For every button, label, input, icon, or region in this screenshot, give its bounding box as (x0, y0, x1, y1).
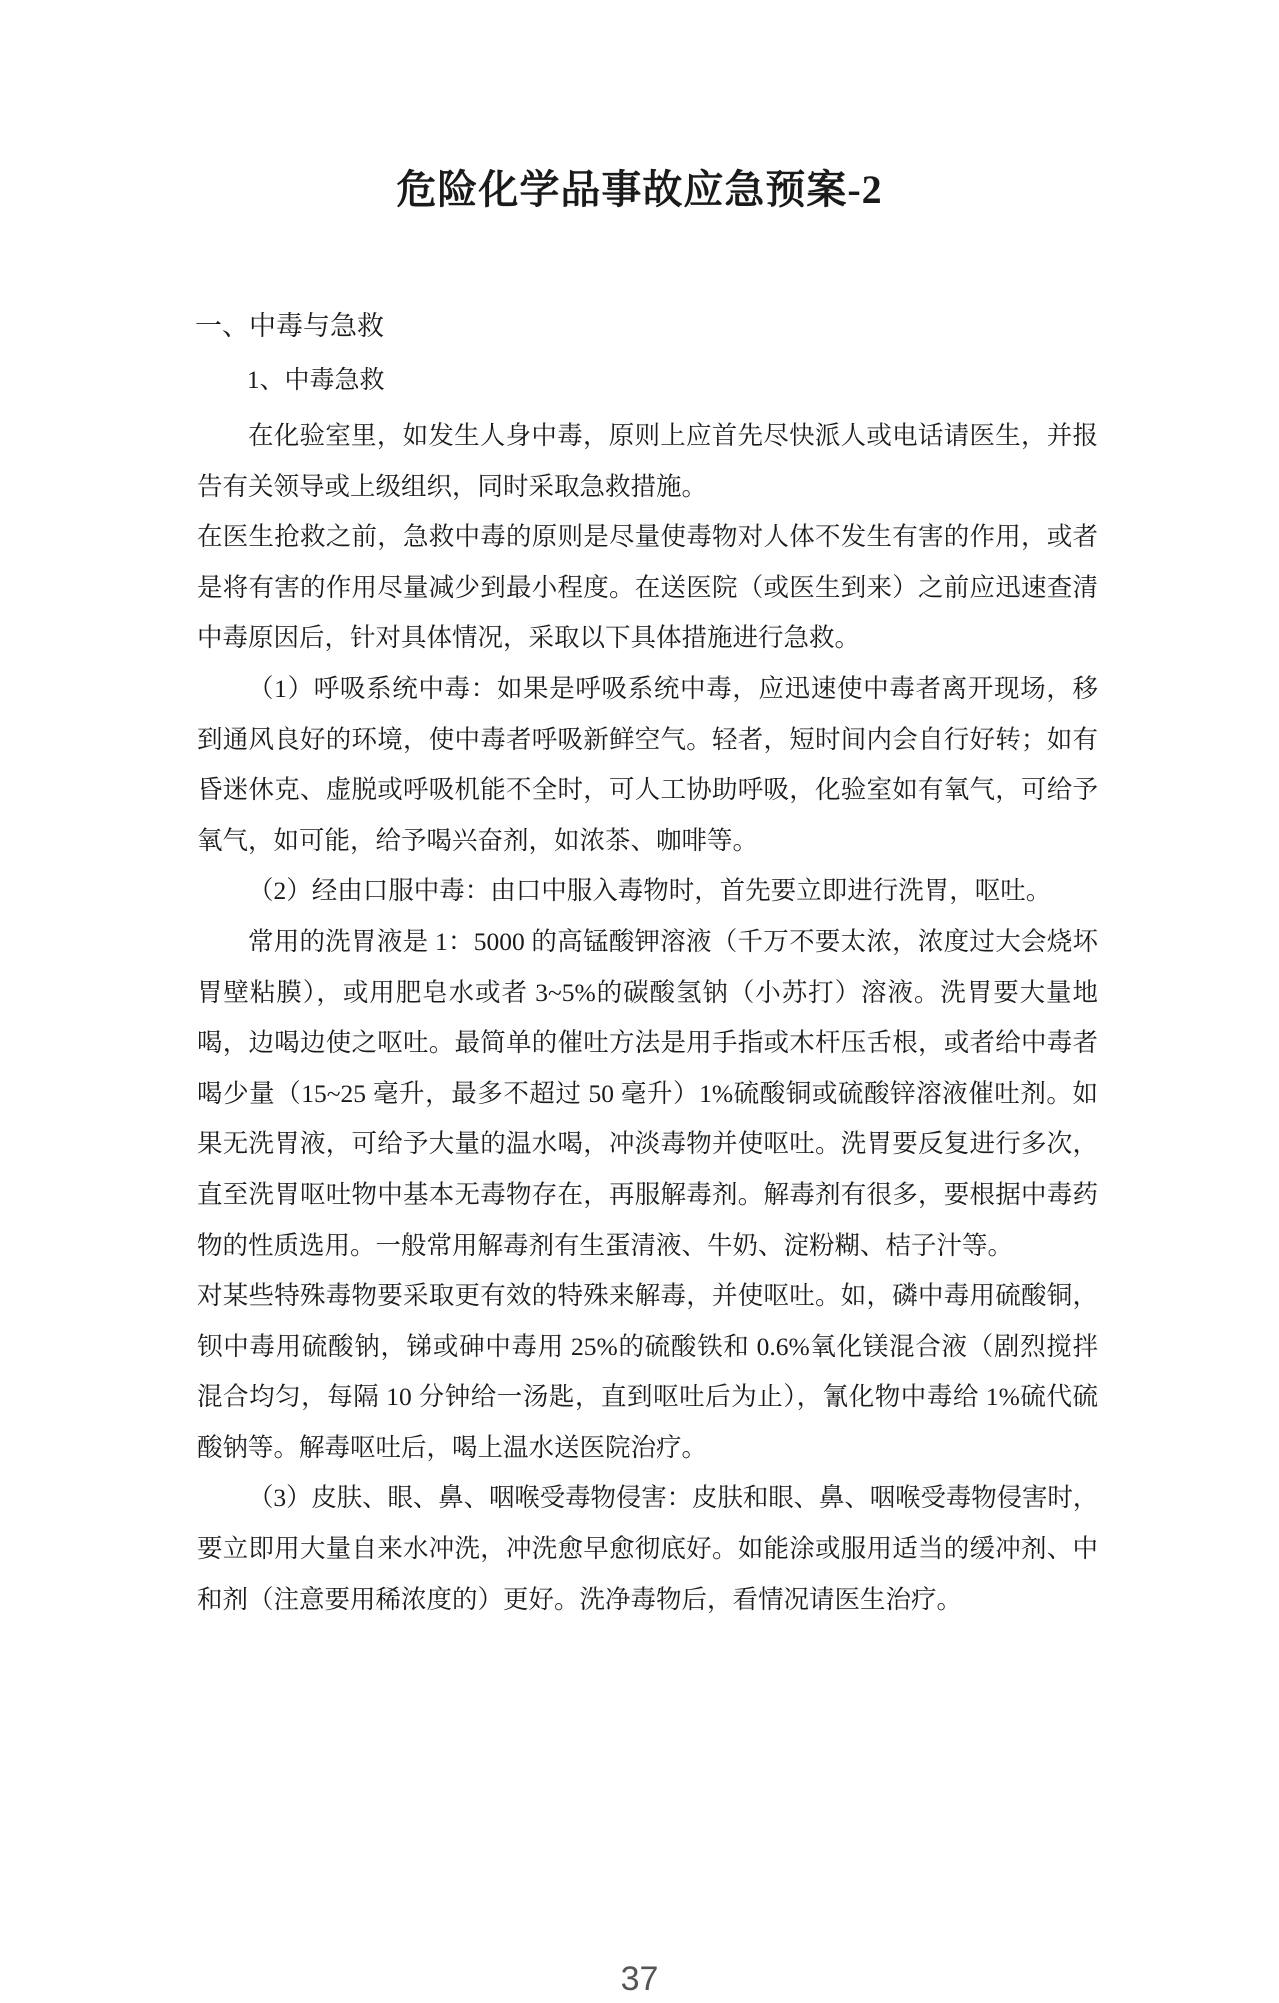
text-line: 常用的洗胃液是 1：5000 的高锰酸钾溶液（千万不要太浓，浓度过大会烧坏 (248, 926, 1098, 956)
paragraph (197, 917, 1098, 1271)
document-title: 危险化学品事故应急预案-2 (396, 167, 883, 212)
subsection-heading: 1、中毒急救 (247, 367, 385, 394)
paragraph (197, 866, 1098, 917)
document-flow (197, 411, 1098, 2003)
text-line: 在化验室里，如发生人身中毒，原则上应首先尽快派人或电话请医生，并报 (248, 421, 1098, 450)
text-line: 喝，边喝边使之呕吐。最简单的催吐方法是用手指或木杆压舌根，或者给中毒者 (197, 1028, 1098, 1058)
text-line: 和剂（注意要用稀浓度的）更好。洗净毒物后，看情况请医生治疗。 (197, 1584, 963, 1614)
paragraph (197, 1473, 1098, 1625)
text-line: 告有关领导或上级组织，同时采取急救措施。 (197, 471, 708, 501)
text-line: 直至洗胃呕吐物中基本无毒物存在，再服解毒剂。解毒剂有很多，要根据中毒药 (197, 1179, 1098, 1209)
text-line: 物的性质选用。一般常用解毒剂有生蛋清液、牛奶、淀粉糊、桔子汁等。 (197, 1230, 1014, 1260)
text-line: （1）呼吸系统中毒：如果是呼吸系统中毒，应迅速使中毒者离开现场，移 (248, 673, 1098, 703)
document-body (197, 411, 1098, 1625)
text-line: 到通风良好的环境，使中毒者呼吸新鲜空气。轻者，短时间内会自行好转；如有 (197, 724, 1098, 754)
text-line: （2）经由口服中毒：由口中服入毒物时，首先要立即进行洗胃，呕吐。 (248, 876, 1052, 906)
text-line: 在医生抢救之前，急救中毒的原则是尽量使毒物对人体不发生有害的作用，或者 (197, 522, 1098, 552)
text-line: 是将有害的作用尽量减少到最小程度。在送医院（或医生到来）之前应迅速查清 (197, 572, 1098, 602)
paragraph (197, 512, 1098, 664)
page-number: 37 (620, 1960, 659, 1999)
text-line: 要立即用大量自来水冲洗，冲洗愈早愈彻底好。如能涂或服用适当的缓冲剂、中 (197, 1534, 1098, 1564)
paragraph (197, 664, 1098, 866)
text-line: 混合均匀，每隔 10 分钟给一汤匙，直到呕吐后为止），氰化物中毒给 1%硫代硫 (197, 1382, 1098, 1412)
text-line: 胃壁粘膜），或用肥皂水或者 3~5%的碳酸氢钠（小苏打）溶液。洗胃要大量地 (197, 977, 1098, 1007)
paragraph (197, 411, 1098, 512)
text-line: 酸钠等。解毒呕吐后，喝上温水送医院治疗。 (197, 1432, 708, 1462)
text-line: 钡中毒用硫酸钠，锑或砷中毒用 25%的硫酸铁和 0.6%氧化镁混合液（剧烈搅拌 (197, 1331, 1098, 1361)
text-line: 中毒原因后，针对具体情况，采取以下具体措施进行急救。 (197, 623, 861, 653)
text-line: 果无洗胃液，可给予大量的温水喝，冲淡毒物并使呕吐。洗胃要反复进行多次， (197, 1129, 1098, 1159)
text-line: 氧气，如可能，给予喝兴奋剂，如浓茶、咖啡等。 (197, 825, 759, 855)
section-heading: 一、中毒与急救 (195, 311, 384, 341)
text-line: （3）皮肤、眼、鼻、咽喉受毒物侵害：皮肤和眼、鼻、咽喉受毒物侵害时， (248, 1483, 1098, 1513)
text-line: 喝少量（15~25 毫升，最多不超过 50 毫升）1%硫酸铜或硫酸锌溶液催吐剂。如 (197, 1078, 1098, 1108)
paragraph (197, 1271, 1098, 1473)
text-line: 对某些特殊毒物要采取更有效的特殊来解毒，并使呕吐。如，磷中毒用硫酸铜， (197, 1281, 1098, 1311)
bottom-spacer (197, 1625, 1098, 1955)
text-line: 昏迷休克、虚脱或呼吸机能不全时，可人工协助呼吸，化验室如有氧气，可给予 (197, 775, 1098, 805)
